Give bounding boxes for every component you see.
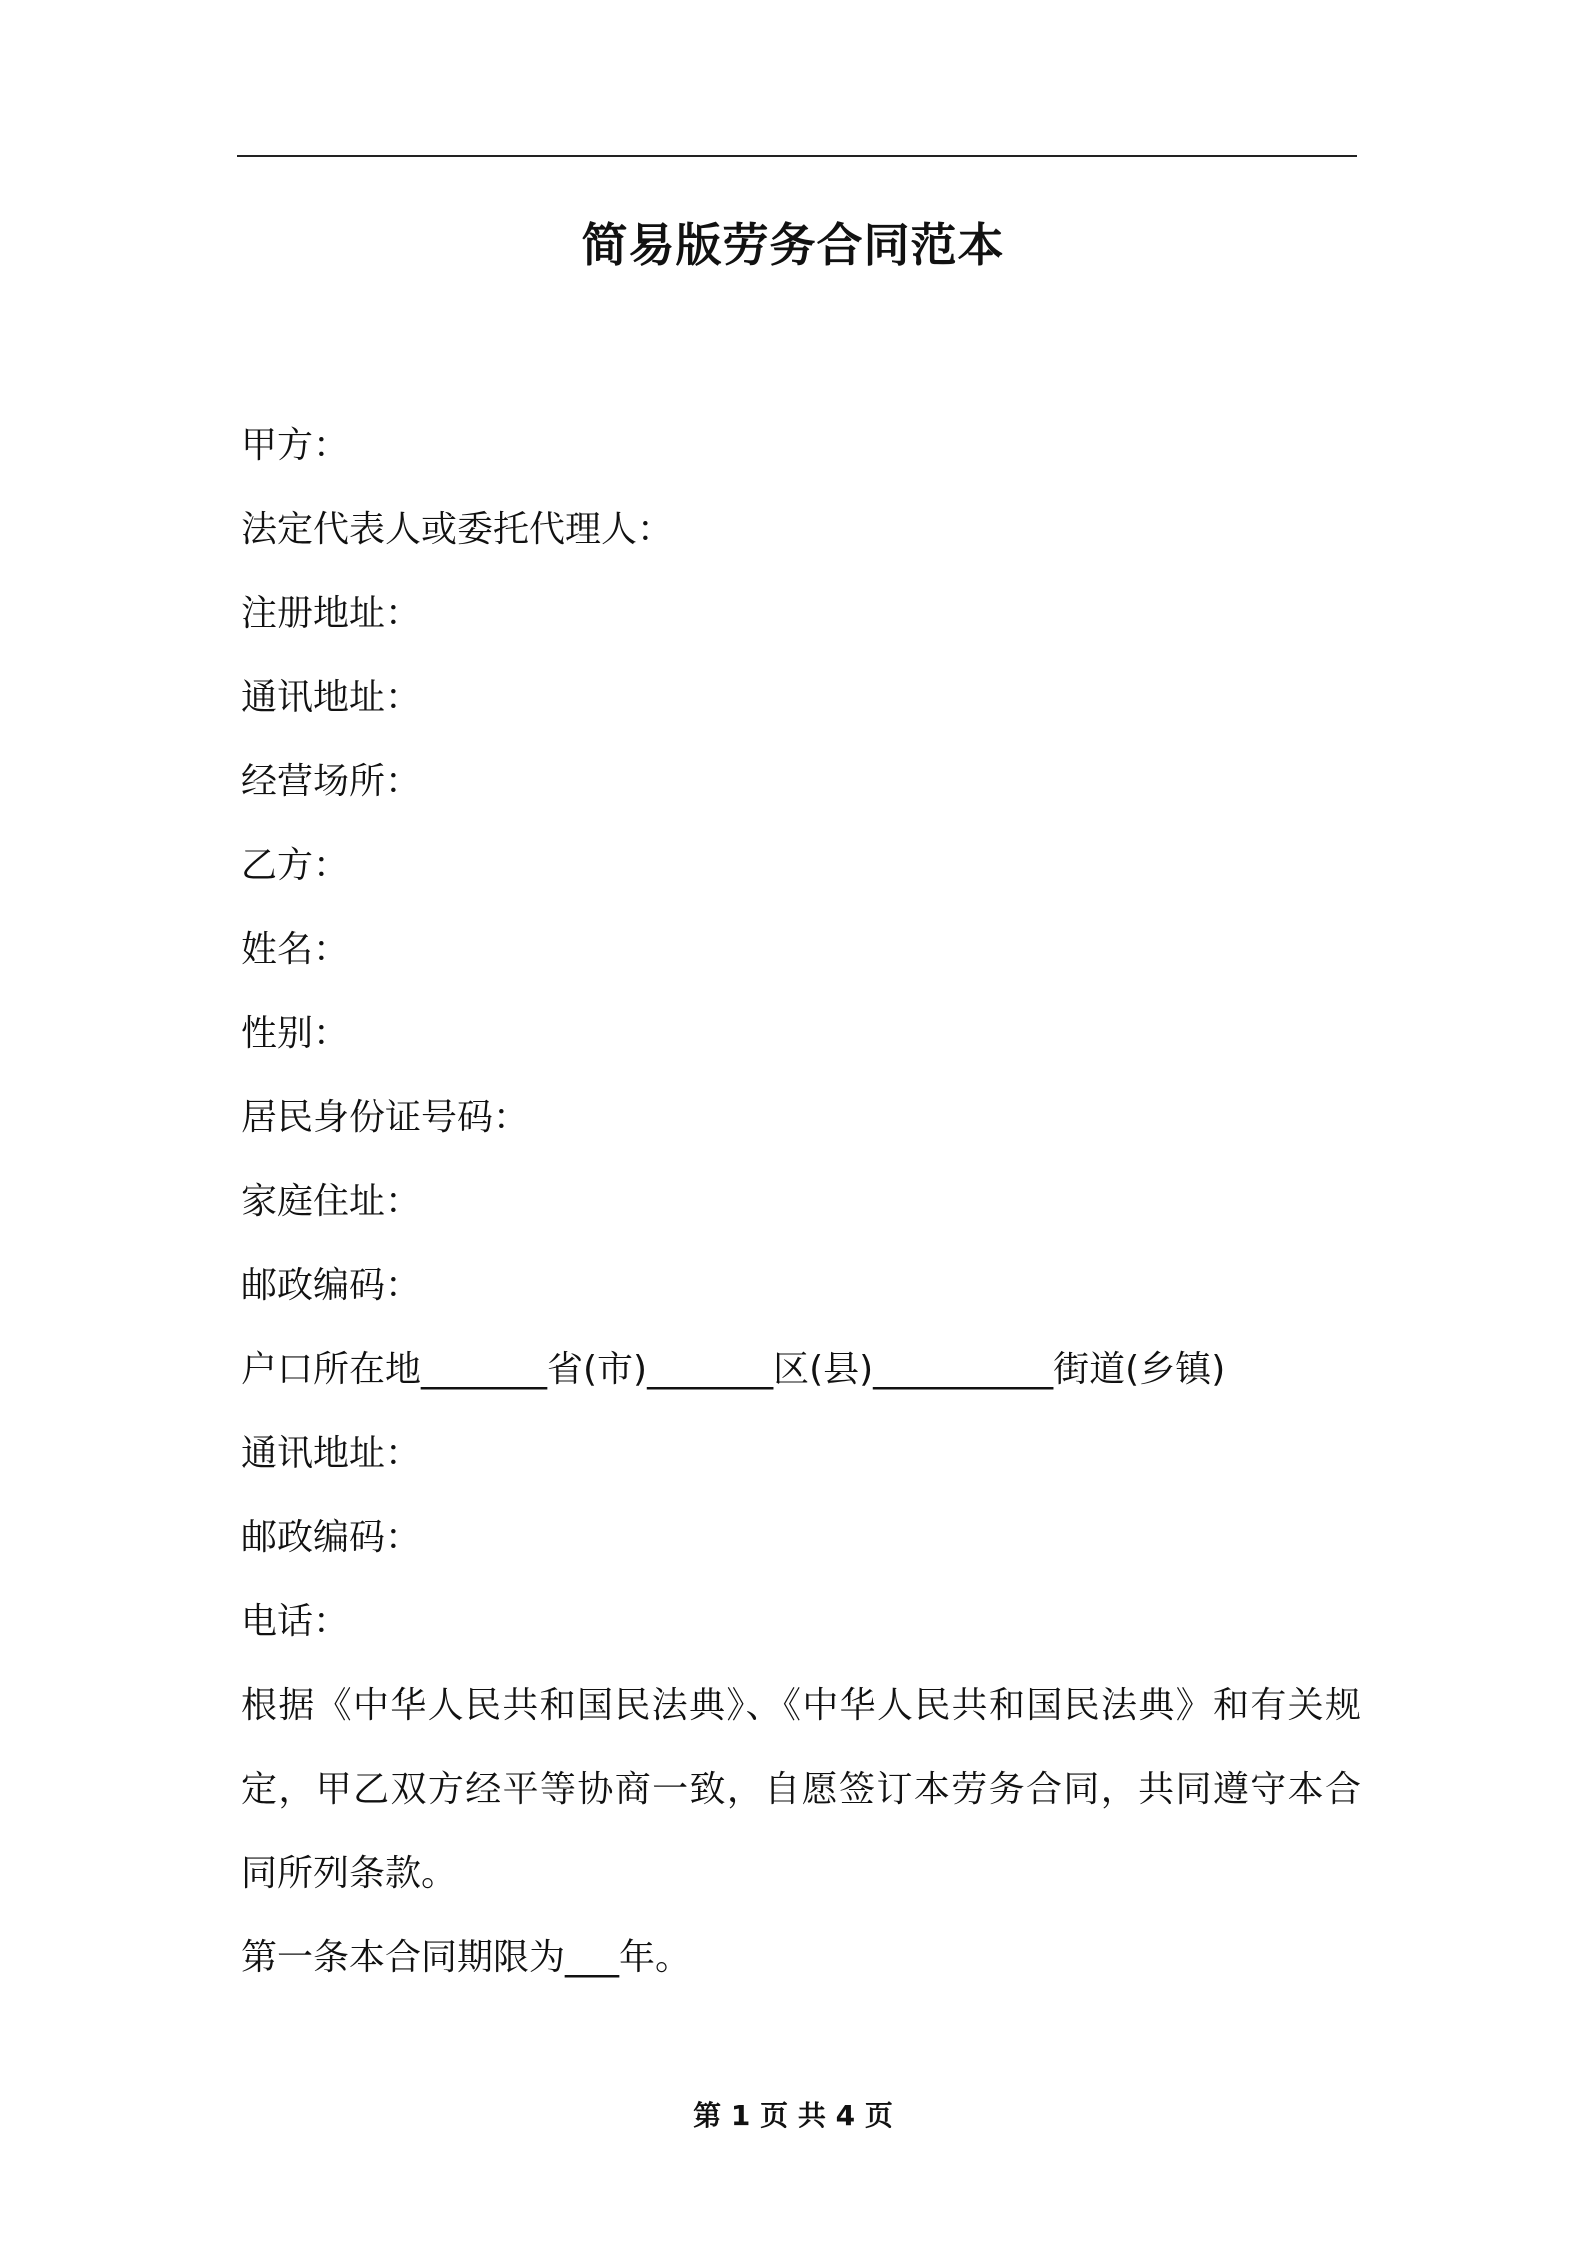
field-party-a: 甲方： bbox=[241, 425, 350, 466]
field-gender: 性别： bbox=[241, 1013, 350, 1054]
header-rule bbox=[237, 155, 1357, 157]
field-name: 姓名： bbox=[241, 929, 350, 970]
paragraph-line-2: 定，甲乙双方经平等协商一致，自愿签订本劳务合同，共同遵守本合 bbox=[241, 1769, 1361, 1810]
page-footer: 第 1 页 共 4 页 bbox=[693, 2099, 893, 2132]
field-party-b: 乙方： bbox=[241, 845, 350, 886]
field-household-registration: 户口所在地_______省(市)_______区(县)__________街道(乡镇) bbox=[241, 1349, 1226, 1390]
field-mailing-address-a: 通讯地址： bbox=[241, 677, 422, 718]
field-registered-address: 注册地址： bbox=[241, 593, 422, 634]
field-id-number: 居民身份证号码： bbox=[241, 1097, 530, 1138]
paragraph-line-3: 同所列条款。 bbox=[241, 1853, 458, 1894]
field-home-address: 家庭住址： bbox=[241, 1181, 422, 1222]
document-body bbox=[241, 404, 1361, 2000]
field-postal-code-2: 邮政编码： bbox=[241, 1517, 422, 1558]
document-title: 简易版劳务合同范本 bbox=[581, 218, 1005, 272]
field-legal-representative: 法定代表人或委托代理人： bbox=[241, 509, 674, 550]
field-business-premises: 经营场所： bbox=[241, 761, 422, 802]
clause-1: 第一条本合同期限为___年。 bbox=[241, 1937, 692, 1978]
paragraph-line-1: 根据《中华人民共和国民法典》、《中华人民共和国民法典》和有关规 bbox=[241, 1685, 1361, 1726]
field-mailing-address-b: 通讯地址： bbox=[241, 1433, 422, 1474]
field-phone: 电话： bbox=[241, 1601, 350, 1642]
field-postal-code-1: 邮政编码： bbox=[241, 1265, 422, 1306]
